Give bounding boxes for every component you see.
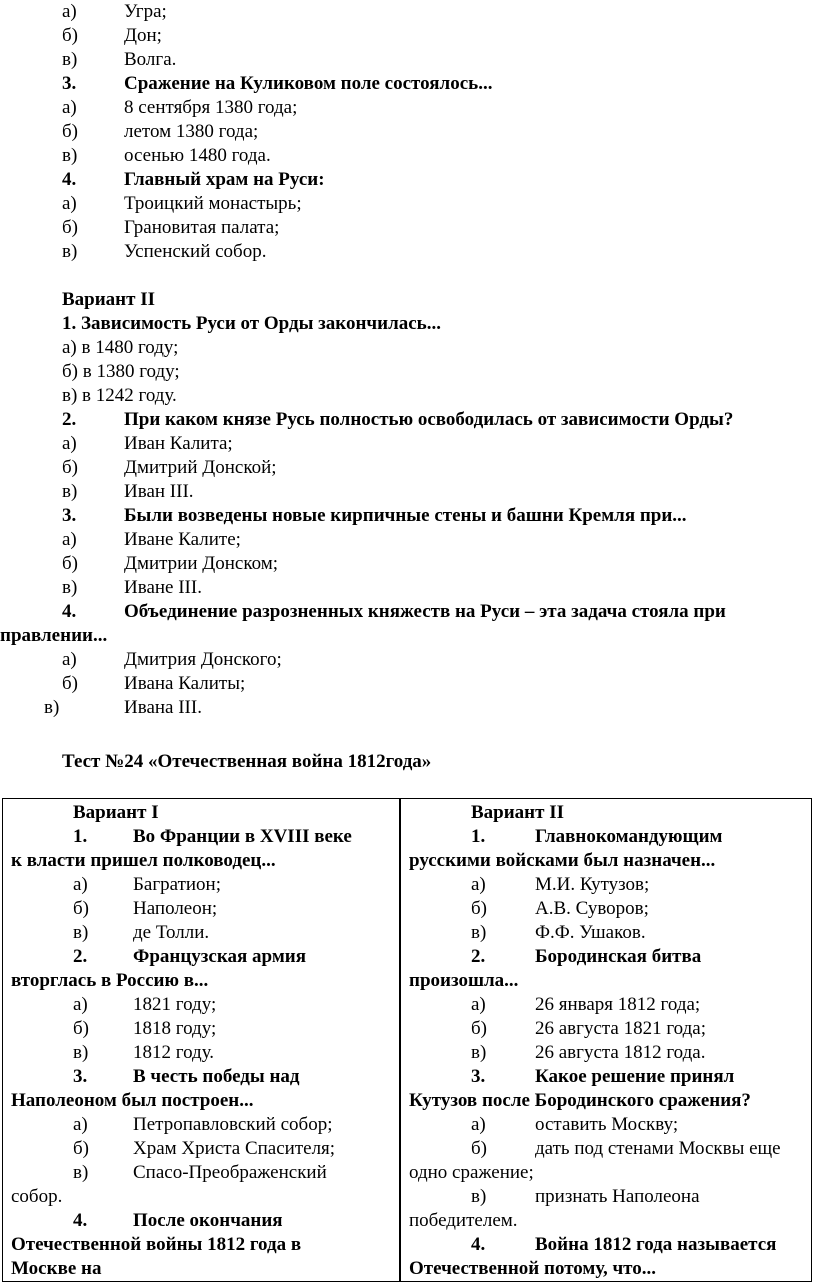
- question-num: 2.: [73, 946, 88, 967]
- question-1: 1. Зависимость Руси от Орды закончилась...: [62, 313, 441, 334]
- option-marker: а): [471, 1114, 486, 1135]
- option-marker: б): [471, 1138, 487, 1159]
- option-text: 26 января 1812 года;: [535, 994, 701, 1015]
- question-text: Наполеоном был построен...: [11, 1090, 254, 1111]
- option-text: дать под стенами Москвы еще: [535, 1138, 781, 1159]
- option-marker: а): [73, 994, 88, 1015]
- option-marker: в): [471, 1042, 487, 1063]
- question-num: 3.: [471, 1066, 486, 1087]
- option-text: М.И. Кутузов;: [535, 874, 650, 895]
- question-text: Бородинская битва: [535, 946, 702, 967]
- option-marker: в): [73, 1042, 89, 1063]
- question-text: вторглась в Россию в...: [11, 970, 209, 991]
- question-text: Во Франции в XVIII веке: [133, 826, 352, 847]
- option-text: Наполеон;: [133, 898, 218, 919]
- question-text: Главнокомандующим: [535, 826, 723, 847]
- question-text: Какое решение принял: [535, 1066, 735, 1087]
- option-marker: б): [73, 898, 89, 919]
- variant-ii-column: [401, 799, 811, 1281]
- option-text-continuation: собор.: [11, 1186, 63, 1207]
- option-marker: б): [73, 1018, 89, 1039]
- option-marker: в): [73, 922, 89, 943]
- variant-heading: Вариант I: [73, 802, 159, 823]
- question-4-continuation: правлении...: [0, 625, 108, 646]
- option-text: 1821 году;: [133, 994, 217, 1015]
- option-marker: в): [471, 1186, 487, 1207]
- variant-i-column: [3, 799, 399, 1281]
- option-text: Ф.Ф. Ушаков.: [535, 922, 646, 943]
- option-row: в) в 1242 году.: [62, 385, 177, 406]
- question-text: Отечественной потому, что...: [409, 1258, 657, 1279]
- question-num: 4.: [73, 1210, 88, 1231]
- option-marker: а): [73, 1114, 88, 1135]
- option-marker: в): [471, 922, 487, 943]
- option-marker: б): [73, 1138, 89, 1159]
- option-marker: а): [73, 874, 88, 895]
- option-text: Храм Христа Спасителя;: [133, 1138, 336, 1159]
- option-text: Петропавловский собор;: [133, 1114, 333, 1135]
- option-text: де Толли.: [133, 922, 210, 943]
- question-text: Французская армия: [133, 946, 306, 967]
- variant-heading: Вариант II: [62, 289, 156, 310]
- question-num: 3.: [73, 1066, 88, 1087]
- question-num: 2.: [471, 946, 486, 967]
- option-text: 26 августа 1821 года;: [535, 1018, 706, 1039]
- question-num: 1.: [73, 826, 88, 847]
- question-text: В честь победы над: [133, 1066, 300, 1087]
- question-text: произошла...: [409, 970, 519, 991]
- option-marker: б): [471, 1018, 487, 1039]
- option-marker: а): [471, 874, 486, 895]
- question-num: 1.: [471, 826, 486, 847]
- option-text: 1818 году;: [133, 1018, 217, 1039]
- variant-heading: Вариант II: [471, 802, 565, 823]
- question-text: После окончания: [133, 1210, 283, 1231]
- question-num: 4.: [471, 1234, 486, 1255]
- option-text: 26 августа 1812 года.: [535, 1042, 706, 1063]
- question-text: Отечественной войны 1812 года в: [11, 1234, 302, 1255]
- option-text: Багратион;: [133, 874, 221, 895]
- option-marker: а): [471, 994, 486, 1015]
- option-text: оставить Москву;: [535, 1114, 679, 1135]
- test-title: Тест №24 «Отечественная война 1812года»: [62, 751, 432, 772]
- question-text: Москве на: [11, 1258, 102, 1279]
- option-text: Спасо-Преображенский: [133, 1162, 327, 1183]
- option-text: А.В. Суворов;: [535, 898, 649, 919]
- option-text: 1812 году.: [133, 1042, 215, 1063]
- question-text: Война 1812 года называется: [535, 1234, 777, 1255]
- option-text: признать Наполеона: [535, 1186, 700, 1207]
- option-row: а) в 1480 году;: [62, 337, 179, 358]
- question-text: русскими войсками был назначен...: [409, 850, 716, 871]
- option-row: б) в 1380 году;: [62, 361, 180, 382]
- test-table: [2, 798, 812, 1282]
- question-text: Кутузов после Бородинского сражения?: [409, 1090, 751, 1111]
- option-text-continuation: одно сражение;: [409, 1162, 534, 1183]
- option-marker: в): [73, 1162, 89, 1183]
- option-text-continuation: победителем.: [409, 1210, 518, 1231]
- question-text: к власти пришел полководец...: [11, 850, 276, 871]
- option-marker: б): [471, 898, 487, 919]
